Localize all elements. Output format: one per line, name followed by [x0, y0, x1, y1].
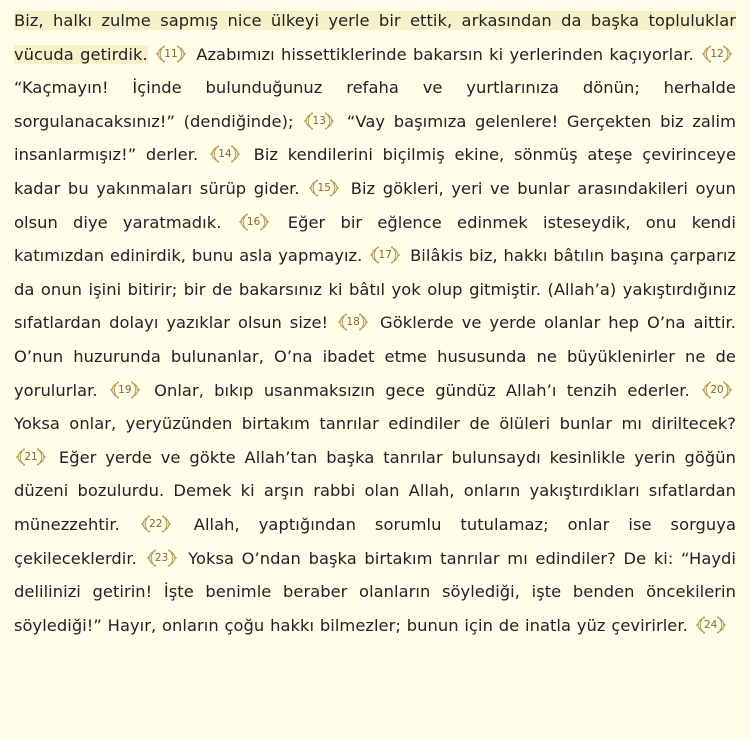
verse-number: 16 — [246, 215, 261, 228]
highlighted-verse-text: Biz, halkı zulme sapmış nice ülkeyi yerle bir ettik, arkasından da başka topluluklar vücuda getirdik. — [14, 11, 736, 64]
verse-number-marker[interactable] — [695, 614, 727, 636]
verse-number-marker[interactable] — [155, 43, 187, 65]
verse-text: Azabımızı hissettiklerinde bakarsın ki yerlerinden kaçıyorlar. — [196, 44, 694, 64]
verse-number-marker[interactable] — [701, 43, 733, 65]
verse-number-marker[interactable] — [109, 379, 141, 401]
verse-text: Eğer yerde ve gökte Allah’tan başka tanrılar bulunsaydı kesinlikle yerin göğün düzeni bozulurdu. Demek ki arşın rabbi olan Allah, onların yakıştırdıkları sıfatlardan münezzehtir. — [14, 447, 737, 534]
verse-number: 13 — [312, 114, 326, 127]
verse-text: Yoksa O’ndan başka birtakım tanrılar mı edindiler? De ki: “Haydi delilinizi getirin! İşte benimle beraber olanların söylediği, işte benden öncekilerin söylediği!” Hayır, onların çoğu hakkı bilmezler; bunun için de inatla yüz çevirirler. — [14, 548, 736, 635]
verse-number-marker[interactable] — [146, 547, 178, 569]
verse-paragraph — [14, 4, 736, 642]
verse-text: Allah, yaptığından sorumlu tutulamaz; onlar ise sorguya çekileceklerdir. — [14, 514, 736, 568]
verse-text: “Vay başımıza gelenlere! Gerçekten biz zalim insanlarmışız!” derler. — [14, 111, 736, 165]
verse-number: 11 — [164, 47, 178, 60]
verse-text: Eğer bir eğlence edinmek isteseydik, onu kendi katımızdan edinirdik, bunu asla yapmayız. — [14, 212, 736, 266]
verse-text: “Kaçmayın! İçinde bulunduğunuz refaha ve yurtlarınıza dönün; herhalde sorgulanacaksınız!” (dendiğinde); — [14, 78, 736, 131]
verse-number-marker[interactable] — [701, 379, 733, 401]
verse-number-marker[interactable] — [209, 143, 241, 165]
verse-number-marker[interactable] — [238, 211, 270, 233]
verse-number: 12 — [710, 47, 724, 60]
verse-text: Onlar, bıkıp usanmaksızın gece gündüz Allah’ı tenzih ederler. — [154, 380, 690, 400]
verse-text: Bilâkis biz, hakkı bâtılın başına çarparız da onun işini bitirir; bir de bakarsınız ki bâtıl yok olup gitmiştir. (Allah’a) yakıştırdığınız sıfatlardan dolayı yazıklar olsun size! — [14, 246, 736, 333]
verse-text: Göklerde ve yerde olanlar hep O’na aittir. O’nun huzurunda bulunanlar, O’na ibadet etme hususunda ne büyüklenirler ne de yorulurlar. — [14, 313, 736, 400]
verse-number: 17 — [378, 249, 392, 262]
verse-number: 15 — [317, 181, 331, 194]
verse-number-marker[interactable] — [303, 110, 335, 132]
verse-text: Yoksa onlar, yeryüzünden birtakım tanrılar edindiler de ölüleri bunlar mı diriltecek? — [14, 414, 736, 434]
verse-number: 20 — [710, 383, 724, 396]
verse-number: 19 — [118, 383, 132, 396]
verse-text: Biz gökleri, yeri ve bunlar arasındakileri oyun olsun diye yaratmadık. — [14, 178, 736, 232]
verse-number: 22 — [149, 517, 163, 530]
verse-number: 18 — [346, 316, 360, 329]
verse-number-marker[interactable] — [140, 513, 172, 535]
verse-number: 14 — [218, 148, 232, 161]
verse-number-marker[interactable] — [15, 446, 47, 468]
verse-number: 23 — [154, 551, 169, 564]
verse-number: 21 — [24, 450, 38, 463]
verse-number-marker[interactable] — [337, 311, 369, 333]
verse-text: Biz kendilerini biçilmiş ekine, sönmüş ateşe çevirinceye kadar bu yakınmaları sürüp gider. — [14, 145, 737, 198]
verse-number: 24 — [703, 618, 718, 631]
verse-number-marker[interactable] — [308, 177, 340, 199]
verse-number-marker[interactable] — [369, 244, 401, 266]
